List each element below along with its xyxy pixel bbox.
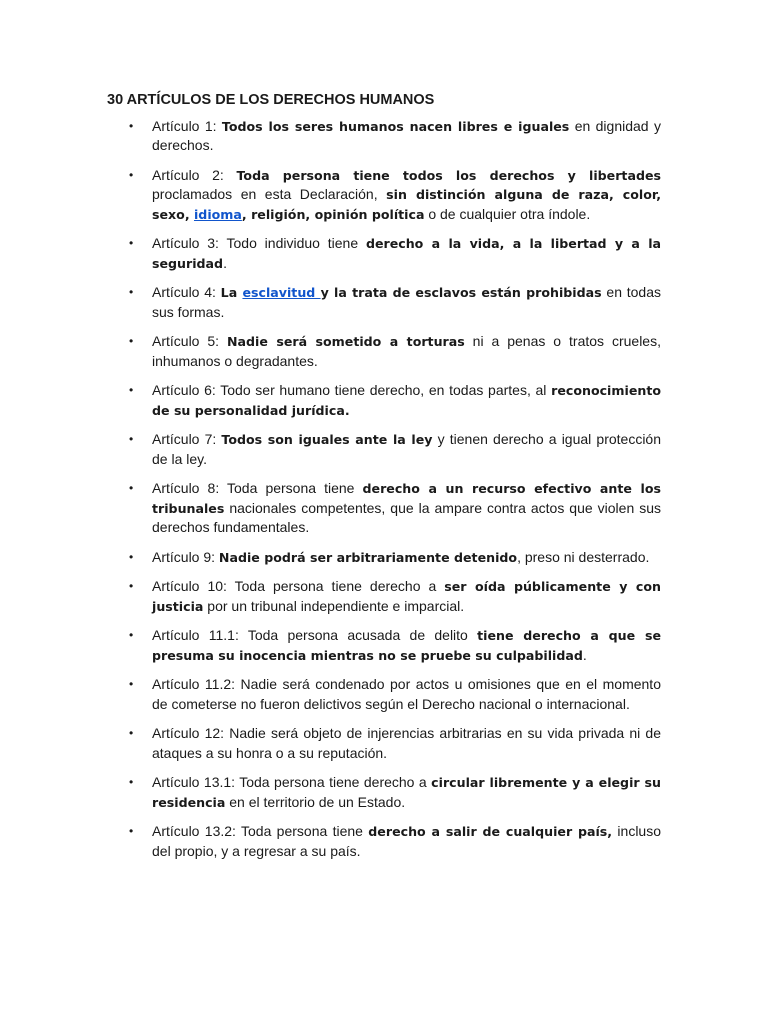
article-text: y tienen derecho a igual protección de la ley. [152, 431, 661, 467]
article-text: incluso del propio, y a regresar a su país. [152, 823, 661, 859]
article-bold-text: derecho a salir de cualquier país, [368, 824, 613, 840]
article-text: o de cualquier otra índole. [424, 205, 591, 222]
bullet-icon: • [129, 334, 134, 349]
list-item [107, 381, 661, 420]
article-text: proclamados en esta Declaración, [152, 186, 387, 203]
article-bold-text: derecho a un recurso efectivo ante los tribunales [152, 481, 661, 516]
article-bold-text: Toda persona tiene todos los derechos y libertades [236, 168, 661, 183]
bullet-icon: • [129, 628, 134, 643]
list-item [107, 773, 661, 812]
article-text: Artículo 13.2: Toda persona tiene [152, 823, 369, 840]
list-item [107, 626, 661, 665]
article-text: Artículo 4: [152, 284, 221, 301]
article-text: Artículo 3: Todo individuo tiene [152, 235, 366, 252]
list-item [107, 332, 661, 371]
article-bold-text: tiene derecho a que se presuma su inocencia mientras no se pruebe su culpabilidad [152, 628, 661, 663]
bullet-icon: • [129, 579, 134, 594]
list-item [107, 479, 661, 537]
article-text: Artículo 6: Todo ser humano tiene derecho, en todas partes, al [152, 382, 552, 399]
article-text: Artículo 9: [152, 548, 219, 565]
bullet-icon: • [129, 549, 134, 564]
article-bold-text: ser oída públicamente y con justicia [152, 579, 661, 614]
bullet-icon: • [129, 383, 134, 398]
article-text: Artículo 11.1: Toda persona acusada de delito [152, 627, 478, 644]
article-bold-text: derecho a la vida, a la libertad y a la seguridad [152, 236, 662, 271]
list-item [107, 117, 661, 156]
document-title: 30 ARTÍCULOS DE LOS DERECHOS HUMANOS [107, 92, 435, 108]
article-text: por un tribunal independiente e imparcial. [203, 597, 465, 614]
article-text: Artículo 8: Toda persona tiene [152, 480, 363, 497]
article-bold-text: Todos son iguales ante la ley [221, 432, 433, 448]
article-bold-text: Nadie podrá ser arbitrariamente detenido [218, 549, 518, 565]
article-text: , preso ni desterrado. [517, 548, 650, 565]
article-bold-text: sin distinción alguna de raza, color, sexo, [152, 187, 661, 222]
article-text: en el territorio de un Estado. [225, 793, 406, 810]
article-text: . [582, 646, 587, 663]
bullet-icon: • [129, 432, 134, 447]
list-item [107, 283, 661, 322]
article-bold-text: Nadie será sometido a torturas [227, 334, 465, 350]
bullet-icon: • [129, 726, 134, 741]
article-bold-text: y la trata de esclavos están prohibidas [320, 285, 602, 301]
bullet-icon: • [129, 775, 134, 790]
list-item [107, 675, 661, 714]
article-text: . [223, 254, 227, 271]
list-item [107, 234, 661, 273]
article-text: Artículo 1: [152, 118, 222, 134]
article-text: Artículo 5: [152, 333, 227, 350]
article-bold-text: reconocimiento de su personalidad jurídica. [152, 383, 661, 418]
bullet-icon: • [129, 168, 134, 182]
article-bold-text: , religión, opinión política [241, 206, 425, 222]
articles-list [107, 117, 661, 861]
article-text: Artículo 11.2: Nadie será condenado por actos u omisiones que en el momento de cometerse no fueron delictivos según el Derecho nacional o internacional. [152, 676, 661, 712]
list-item [107, 166, 661, 224]
article-text: Artículo 12: Nadie será objeto de injerencias arbitrarias en su vida privada ni de ataques a su honra o a su reputación. [152, 725, 661, 761]
article-text: Artículo 2: [152, 167, 237, 183]
bullet-icon: • [129, 481, 134, 496]
article-bold-text: circular libremente y a elegir su residencia [152, 775, 662, 810]
article-text: Artículo 13.1: Toda persona tiene derecho a [152, 774, 432, 791]
article-text: en dignidad y derechos. [152, 118, 661, 154]
article-link[interactable]: idioma [193, 206, 242, 222]
list-item [107, 577, 661, 616]
article-text: Artículo 10: Toda persona tiene derecho a [152, 578, 445, 595]
list-item [107, 822, 661, 861]
article-text: ni a penas o tratos crueles, inhumanos o degradantes. [152, 333, 661, 369]
bullet-icon: • [129, 285, 134, 300]
list-item [107, 724, 661, 763]
bullet-icon: • [129, 677, 134, 692]
article-text: en todas sus formas. [152, 284, 661, 320]
article-bold-text: Todos los seres humanos nacen libres e iguales [221, 119, 570, 134]
article-text: Artículo 7: [152, 431, 222, 448]
article-link[interactable]: esclavitud [242, 285, 321, 301]
article-text: nacionales competentes, que la ampare contra actos que violen sus derechos fundamentales. [152, 499, 661, 536]
bullet-icon: • [129, 119, 134, 133]
article-bold-text: La [220, 285, 243, 301]
list-item [107, 430, 661, 469]
bullet-icon: • [129, 236, 134, 251]
bullet-icon: • [129, 824, 134, 839]
list-item [107, 548, 661, 567]
